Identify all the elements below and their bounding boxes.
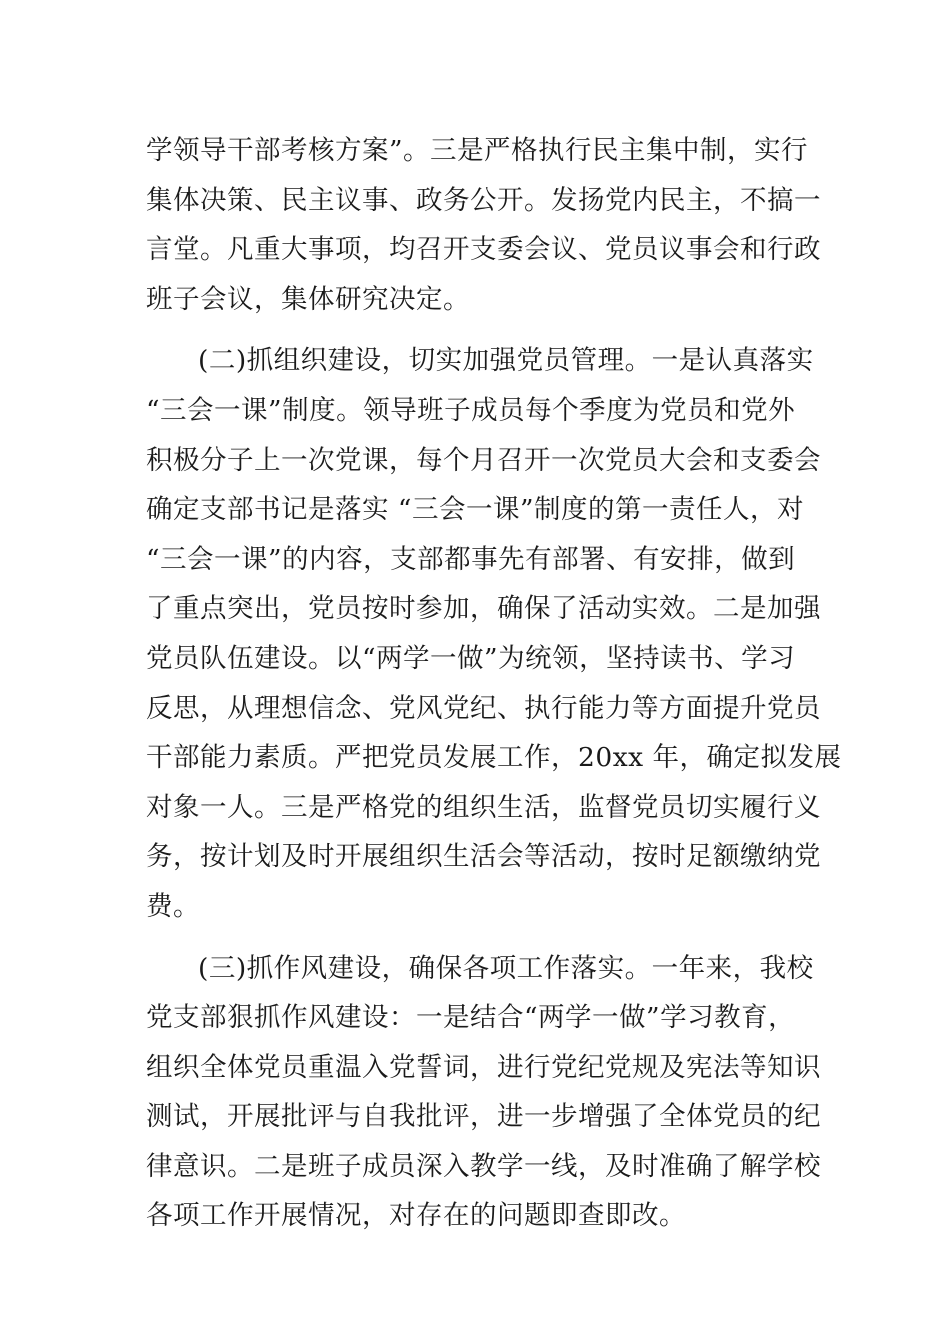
text-line: 集体决策、民主议事、政务公开。发扬党内民主，不搞一 — [146, 184, 821, 216]
text-line: 学领导干部考核方案”。三是严格执行民主集中制，实行 — [146, 135, 809, 166]
text-line: “三会一课”制度。领导班子成员每个季度为党员和党外 — [146, 394, 796, 426]
text-line: 确定支部书记是落实 “三会一课”制度的第一责任人，对 — [146, 494, 805, 526]
text-line: 干部能力素质。严把党员发展工作，20xx 年，确定拟发展 — [146, 742, 842, 774]
text-line: 测试，开展批评与自我批评，进一步增强了全体党员的纪 — [146, 1101, 821, 1133]
text-line: 费。 — [146, 890, 200, 922]
text-line: 对象一人。三是严格党的组织生活，监督党员切实履行义 — [146, 791, 821, 823]
section-heading-line: (二)抓组织建设，切实加强党员管理。一是认真落实 — [198, 345, 814, 377]
text-line: 组织全体党员重温入党誓词，进行党纪党规及宪法等知识 — [146, 1051, 821, 1083]
text-line: 律意识。二是班子成员深入教学一线，及时准确了解学校 — [146, 1150, 821, 1182]
text-line: “三会一课”的内容，支部都事先有部署、有安排，做到 — [146, 543, 796, 575]
text-line: 党支部狠抓作风建设：一是结合“两学一做”学习教育， — [146, 1002, 796, 1034]
section-heading-line: (三)抓作风建设，确保各项工作落实。一年来，我校 — [198, 952, 814, 984]
text-line: 言堂。凡重大事项，均召开支委会议、党员议事会和行政 — [146, 234, 821, 266]
text-line: 积极分子上一次党课，每个月召开一次党员大会和支委会 — [146, 444, 821, 476]
text-line: 务，按计划及时开展组织生活会等活动，按时足额缴纳党 — [146, 841, 821, 873]
text-line: 班子会议，集体研究决定。 — [146, 283, 470, 315]
text-line: 党员队伍建设。以“两学一做”为统领，坚持读书、学习 — [146, 642, 796, 674]
text-line: 反思，从理想信念、党风党纪、执行能力等方面提升党员 — [146, 692, 821, 724]
text-line: 了重点突出，党员按时参加，确保了活动实效。二是加强 — [146, 593, 821, 625]
body-text — [146, 126, 842, 1241]
text-line: 各项工作开展情况，对存在的问题即查即改。 — [146, 1200, 686, 1232]
